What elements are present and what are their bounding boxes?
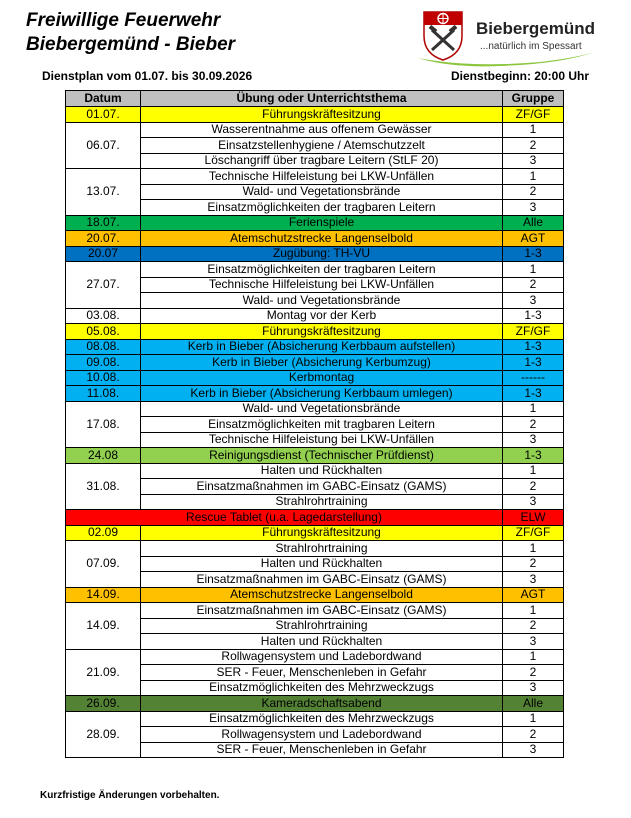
topic-cell: SER - Feuer, Menschenleben in Gefahr	[141, 665, 503, 681]
date-cell: 06.07.	[66, 122, 141, 169]
group-cell: 1	[503, 541, 564, 557]
topic-cell: Kerb in Bieber (Absicherung Kerbbaum umlegen)	[141, 386, 503, 402]
group-cell: 2	[503, 556, 564, 572]
title-line-2: Biebergemünd - Bieber	[26, 34, 236, 55]
column-header-topic: Übung oder Unterrichtsthema	[141, 91, 503, 107]
table-row	[66, 696, 564, 712]
logo-slogan: ...natürlich im Spessart	[480, 41, 582, 52]
group-cell: 1	[503, 169, 564, 185]
topic-cell: Wald- und Vegetationsbrände	[141, 293, 503, 309]
table-row	[66, 169, 564, 185]
group-cell: 3	[503, 153, 564, 169]
schedule-period: Dienstplan vom 01.07. bis 30.09.2026	[42, 69, 253, 83]
date-cell: 03.08.	[66, 308, 141, 324]
column-header-date: Datum	[66, 91, 141, 107]
topic-cell: Führungskräftesitzung	[141, 324, 503, 340]
group-cell: 1	[503, 603, 564, 619]
group-cell: 1	[503, 262, 564, 278]
table-row	[66, 339, 564, 355]
group-cell: 1	[503, 711, 564, 727]
date-cell: 28.09.	[66, 711, 141, 758]
table-row	[66, 463, 564, 479]
group-cell: 1-3	[503, 448, 564, 464]
date-cell: 17.08.	[66, 401, 141, 448]
date-cell: 21.09.	[66, 649, 141, 696]
group-cell: 3	[503, 680, 564, 696]
topic-cell: Atemschutzstrecke Langenselbold	[141, 231, 503, 247]
topic-cell: Führungskräftesitzung	[141, 525, 503, 541]
topic-cell: Einsatzmöglichkeiten des Mehrzweckzugs	[141, 711, 503, 727]
table-row	[66, 432, 564, 448]
table-row	[66, 665, 564, 681]
topic-cell: Rollwagensystem und Ladebordwand	[141, 727, 503, 743]
group-cell: ZF/GF	[503, 525, 564, 541]
group-cell: 1-3	[503, 246, 564, 262]
topic-cell: Reinigungsdienst (Technischer Prüfdienst)	[141, 448, 503, 464]
group-cell: 2	[503, 184, 564, 200]
table-row	[66, 324, 564, 340]
table-row	[66, 603, 564, 619]
topic-cell: Wald- und Vegetationsbrände	[141, 401, 503, 417]
date-cell: 31.08.	[66, 463, 141, 510]
group-cell: ------	[503, 370, 564, 386]
date-cell: 01.07.	[66, 107, 141, 123]
date-cell: 09.08.	[66, 355, 141, 371]
date-cell: 18.07.	[66, 215, 141, 231]
table-row	[66, 184, 564, 200]
schedule-table	[65, 90, 564, 758]
group-cell: Alle	[503, 696, 564, 712]
topic-cell: Halten und Rückhalten	[141, 463, 503, 479]
topic-cell: Halten und Rückhalten	[141, 634, 503, 650]
date-cell: 08.08.	[66, 339, 141, 355]
date-cell: 05.08.	[66, 324, 141, 340]
group-cell: AGT	[503, 587, 564, 603]
table-row	[66, 649, 564, 665]
group-cell: 1-3	[503, 355, 564, 371]
group-cell: 2	[503, 277, 564, 293]
topic-cell: Einsatzmöglichkeiten des Mehrzweckzugs	[141, 680, 503, 696]
group-cell: 3	[503, 742, 564, 758]
table-row	[66, 479, 564, 495]
table-row	[66, 277, 564, 293]
table-row	[66, 618, 564, 634]
table-row	[66, 587, 564, 603]
group-cell: AGT	[503, 231, 564, 247]
date-cell: 27.07.	[66, 262, 141, 309]
topic-cell: Strahlrohrtraining	[141, 541, 503, 557]
footer-note: Kurzfristige Änderungen vorbehalten.	[40, 790, 220, 801]
table-row	[66, 246, 564, 262]
topic-cell: Atemschutzstrecke Langenselbold	[141, 587, 503, 603]
topic-cell: SER - Feuer, Menschenleben in Gefahr	[141, 742, 503, 758]
table-row	[66, 153, 564, 169]
table-row	[66, 262, 564, 278]
date-cell: 13.07.	[66, 169, 141, 216]
table-row	[66, 634, 564, 650]
table-row	[66, 556, 564, 572]
group-cell: 1	[503, 649, 564, 665]
table-row	[66, 401, 564, 417]
table-row	[66, 215, 564, 231]
topic-cell: Wald- und Vegetationsbrände	[141, 184, 503, 200]
topic-cell: Einsatzmöglichkeiten mit tragbaren Leitern	[141, 417, 503, 433]
title-line-1: Freiwillige Feuerwehr	[26, 10, 221, 31]
group-cell: 1-3	[503, 339, 564, 355]
topic-cell: Einsatzmaßnahmen im GABC-Einsatz (GAMS)	[141, 603, 503, 619]
group-cell: 1	[503, 401, 564, 417]
topic-cell: Einsatzmöglichkeiten der tragbaren Leitern	[141, 262, 503, 278]
topic-cell: Einsatzmaßnahmen im GABC-Einsatz (GAMS)	[141, 572, 503, 588]
topic-cell: Führungskräftesitzung	[141, 107, 503, 123]
topic-cell: Einsatzmaßnahmen im GABC-Einsatz (GAMS)	[141, 479, 503, 495]
service-start-time: Dienstbeginn: 20:00 Uhr	[450, 69, 589, 83]
date-cell: 14.09.	[66, 587, 141, 603]
date-cell: 11.08.	[66, 386, 141, 402]
date-cell: 02.09	[66, 525, 141, 541]
topic-cell: Einsatzstellenhygiene / Atemschutzzelt	[141, 138, 503, 154]
table-row	[66, 308, 564, 324]
table-row	[66, 727, 564, 743]
table-row	[66, 448, 564, 464]
group-cell: 3	[503, 200, 564, 216]
date-cell: 20.07.	[66, 231, 141, 247]
topic-cell: Strahlrohrtraining	[141, 618, 503, 634]
topic-cell: Wasserentnahme aus offenem Gewässer	[141, 122, 503, 138]
group-cell: 3	[503, 572, 564, 588]
table-row	[66, 742, 564, 758]
group-cell: ZF/GF	[503, 107, 564, 123]
topic-cell: Ferienspiele	[141, 215, 503, 231]
table-row	[66, 525, 564, 541]
group-cell: 2	[503, 665, 564, 681]
group-cell: 1	[503, 122, 564, 138]
table-row	[66, 541, 564, 557]
date-cell: 07.09.	[66, 541, 141, 588]
table-row	[66, 417, 564, 433]
group-cell: 2	[503, 479, 564, 495]
table-row	[66, 200, 564, 216]
table-row	[66, 122, 564, 138]
group-cell: 2	[503, 618, 564, 634]
table-row	[66, 370, 564, 386]
table-row	[66, 293, 564, 309]
group-cell: 1-3	[503, 308, 564, 324]
topic-cell: Löschangriff über tragbare Leitern (StLF 20)	[141, 153, 503, 169]
schedule-table-body	[66, 107, 564, 758]
group-cell: 3	[503, 293, 564, 309]
table-row	[66, 107, 564, 123]
topic-cell: Rescue Tablet (u.a. Lagedarstellung)	[66, 510, 503, 526]
group-cell: 2	[503, 417, 564, 433]
date-cell: 26.09.	[66, 696, 141, 712]
topic-cell: Kerb in Bieber (Absicherung Kerbbaum aufstellen)	[141, 339, 503, 355]
column-header-group: Gruppe	[503, 91, 564, 107]
topic-cell: Rollwagensystem und Ladebordwand	[141, 649, 503, 665]
topic-cell: Halten und Rückhalten	[141, 556, 503, 572]
table-header-row	[66, 91, 564, 107]
table-row	[66, 386, 564, 402]
topic-cell: Montag vor der Kerb	[141, 308, 503, 324]
topic-cell: Zugübung: TH-VU	[141, 246, 503, 262]
group-cell: 1-3	[503, 386, 564, 402]
group-cell: ZF/GF	[503, 324, 564, 340]
table-row	[66, 494, 564, 510]
topic-cell: Kerb in Bieber (Absicherung Kerbumzug)	[141, 355, 503, 371]
table-row	[66, 680, 564, 696]
date-cell: 20.07	[66, 246, 141, 262]
topic-cell: Einsatzmöglichkeiten der tragbaren Leitern	[141, 200, 503, 216]
group-cell: 3	[503, 432, 564, 448]
group-cell: 2	[503, 727, 564, 743]
date-cell: 14.09.	[66, 603, 141, 650]
table-row	[66, 711, 564, 727]
table-row	[66, 231, 564, 247]
group-cell: 2	[503, 138, 564, 154]
topic-cell: Kerbmontag	[141, 370, 503, 386]
group-cell: ELW	[503, 510, 564, 526]
table-row	[66, 510, 564, 526]
group-cell: Alle	[503, 215, 564, 231]
topic-cell: Kameradschaftsabend	[141, 696, 503, 712]
table-row	[66, 355, 564, 371]
group-cell: 3	[503, 494, 564, 510]
logo-name: Biebergemünd	[476, 19, 596, 38]
group-cell: 1	[503, 463, 564, 479]
topic-cell: Technische Hilfeleistung bei LKW-Unfällen	[141, 432, 503, 448]
table-row	[66, 572, 564, 588]
topic-cell: Technische Hilfeleistung bei LKW-Unfällen	[141, 169, 503, 185]
topic-cell: Technische Hilfeleistung bei LKW-Unfällen	[141, 277, 503, 293]
topic-cell: Strahlrohrtraining	[141, 494, 503, 510]
group-cell: 3	[503, 634, 564, 650]
table-row	[66, 138, 564, 154]
date-cell: 24.08	[66, 448, 141, 464]
date-cell: 10.08.	[66, 370, 141, 386]
